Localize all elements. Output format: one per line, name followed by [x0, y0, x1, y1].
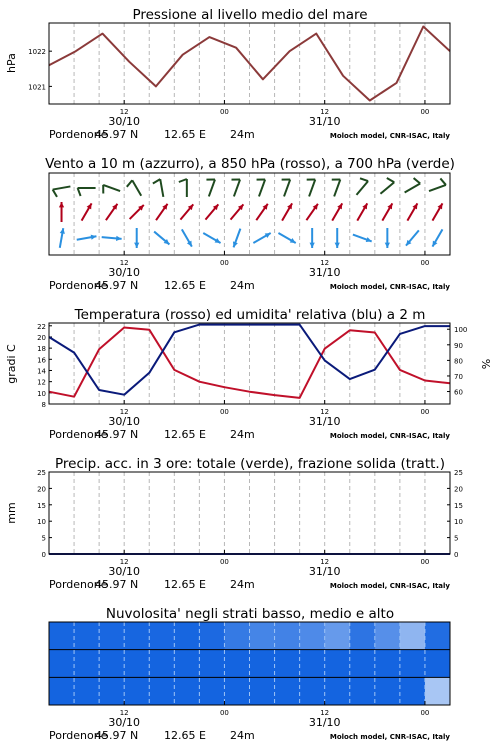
x-date-label: 30/10: [108, 266, 141, 279]
y-tick-label: 20: [37, 333, 46, 342]
barb-staff: [405, 184, 421, 193]
cloud-cell: [224, 622, 250, 650]
arrow-head: [335, 243, 340, 248]
wind-arrow-10m: [385, 228, 390, 248]
location-name: Pordenone: [49, 578, 108, 591]
wind-arrow-10m: [182, 229, 192, 246]
panel-title: Temperatura (rosso) ed umidita' relativa (blu) a 2 m: [74, 307, 426, 323]
y-axis-label: hPa: [5, 53, 18, 73]
y-tick-label-right: 10: [454, 518, 463, 527]
arrow-head: [59, 202, 64, 207]
arrow-head: [310, 243, 315, 248]
wind-barb-700: [206, 180, 215, 197]
location-name: Pordenone: [49, 128, 108, 141]
panel-title: Vento a 10 m (azzurro), a 850 hPa (rosso), a 700 hPa (verde): [45, 156, 455, 172]
x-date-label: 30/10: [108, 415, 141, 428]
location-lat: 45.97 N: [95, 128, 139, 141]
cloud-cell: [99, 650, 125, 678]
barb-flag: [153, 179, 160, 183]
location-elev: 24m: [230, 428, 255, 441]
wind-barb-700: [257, 180, 266, 197]
cloud-cell: [199, 650, 225, 678]
model-credit: Moloch model, CNR-ISAC, Italy: [329, 733, 450, 741]
y-tick-label-right: 100: [454, 326, 468, 335]
barb-flag: [78, 188, 81, 196]
y-tick-label: 8: [41, 401, 46, 409]
wind-barb-700: [380, 178, 394, 194]
barb-flag: [179, 179, 187, 182]
wind-arrow-850: [59, 202, 64, 222]
cloud-cell: [124, 622, 150, 650]
location-lat: 45.97 N: [95, 428, 139, 441]
barb-staff: [356, 181, 368, 195]
wind-arrow-850: [156, 204, 167, 220]
y-tick-label: 18: [37, 345, 46, 354]
y-tick-label: 1021: [28, 83, 46, 92]
x-date-label: 31/10: [308, 716, 341, 729]
y-tick-label: 20: [37, 485, 46, 494]
precipitation-plot-frame: [49, 472, 450, 554]
wind-barb-700: [232, 180, 241, 197]
cloud-cell: [49, 650, 75, 678]
wind-arrow-10m: [432, 229, 442, 246]
x-tick-label: 00: [219, 408, 229, 416]
y-tick-label-right: 15: [454, 501, 463, 510]
y-tick-label: 10: [37, 518, 46, 527]
barb-staff: [284, 180, 290, 197]
y-tick-label-right: 0: [454, 551, 459, 559]
location-elev: 24m: [230, 128, 255, 141]
location-name: Pordenone: [49, 428, 108, 441]
arrow-head: [385, 243, 390, 248]
wind-arrow-10m: [233, 229, 240, 248]
barb-flag: [360, 178, 368, 181]
wind-arrow-10m: [406, 230, 419, 245]
y-tick-label-right: 70: [454, 372, 463, 381]
cloud-cell: [400, 650, 426, 678]
cloud-cell: [224, 650, 250, 678]
x-tick-label: 12: [320, 709, 330, 717]
wind-arrow-10m: [353, 235, 372, 242]
cloud-cell: [350, 677, 376, 705]
barb-flag: [440, 178, 446, 184]
barb-flag: [387, 178, 394, 182]
wind-arrow-10m: [278, 233, 295, 243]
wind-arrow-10m: [134, 228, 139, 248]
wind-barb-700: [78, 188, 96, 196]
x-tick-label: 12: [320, 558, 330, 566]
wind-barb-700: [356, 178, 368, 195]
x-tick-label: 00: [420, 408, 430, 416]
y-tick-label: 5: [41, 534, 46, 543]
cloud-cell: [425, 622, 451, 650]
y-tick-label: 10: [37, 389, 46, 398]
cloud-cell: [350, 650, 376, 678]
wind-arrow-850: [256, 204, 267, 220]
location-elev: 24m: [230, 578, 255, 591]
model-credit: Moloch model, CNR-ISAC, Italy: [329, 432, 450, 440]
cloud-cell: [149, 677, 175, 705]
cloud-cell: [275, 622, 301, 650]
cloud-cell: [375, 677, 401, 705]
location-elev: 24m: [230, 729, 255, 742]
cloud-cell: [300, 650, 326, 678]
y-tick-label: 12: [37, 378, 46, 387]
barb-staff: [309, 180, 315, 197]
wind-barb-700: [429, 178, 446, 191]
cloud-cell: [400, 622, 426, 650]
cloud-cell: [300, 622, 326, 650]
x-date-label: 30/10: [108, 716, 141, 729]
arrow-head: [233, 241, 238, 247]
wind-arrow-850: [357, 203, 367, 220]
cloud-cell: [300, 677, 326, 705]
x-tick-label: 00: [219, 709, 229, 717]
wind-arrow-10m: [335, 228, 340, 248]
panel-title: Precip. acc. in 3 ore: totale (verde), frazione solida (tratt.): [55, 456, 445, 472]
wind-arrow-850: [106, 204, 117, 220]
panel-title: Nuvolosita' negli strati basso, medio e alto: [105, 606, 395, 622]
x-tick-label: 12: [119, 558, 129, 566]
y-axis-label: gradi C: [5, 344, 18, 384]
location-lon: 12.65 E: [164, 729, 206, 742]
x-tick-label: 12: [119, 259, 129, 267]
y-tick-label: 25: [37, 469, 46, 477]
cloud-cell: [74, 677, 100, 705]
wind-arrow-10m: [253, 233, 270, 243]
cloud-cell: [275, 677, 301, 705]
barb-flag: [53, 190, 57, 197]
y-tick-label: 22: [37, 322, 46, 331]
wind-arrow-850: [282, 203, 292, 220]
x-tick-label: 12: [119, 108, 129, 116]
x-tick-label: 12: [320, 108, 330, 116]
cloud-cell: [149, 622, 175, 650]
cloud-cell: [425, 650, 451, 678]
wind-arrow-10m: [60, 228, 65, 248]
x-date-label: 30/10: [108, 115, 141, 128]
y-tick-label-right: 60: [454, 388, 463, 397]
location-name: Pordenone: [49, 279, 108, 292]
wind-barb-700: [179, 179, 187, 197]
x-tick-label: 12: [320, 259, 330, 267]
wind-arrow-850: [180, 204, 193, 219]
wind-arrow-850: [231, 204, 244, 219]
location-lon: 12.65 E: [164, 578, 206, 591]
model-credit: Moloch model, CNR-ISAC, Italy: [329, 582, 450, 590]
cloud-cell: [375, 650, 401, 678]
x-tick-label: 00: [420, 709, 430, 717]
y-tick-label: 1022: [28, 48, 46, 57]
x-tick-label: 12: [119, 408, 129, 416]
panel-title: Pressione al livello medio del mare: [132, 7, 368, 23]
model-credit: Moloch model, CNR-ISAC, Italy: [329, 283, 450, 291]
cloud-cell: [375, 622, 401, 650]
model-credit: Moloch model, CNR-ISAC, Italy: [329, 132, 450, 140]
cloud-cell: [400, 677, 426, 705]
wind-arrow-10m: [203, 233, 220, 243]
location-name: Pordenone: [49, 729, 108, 742]
cloud-cell: [325, 677, 351, 705]
barb-flag: [414, 178, 421, 183]
cloud-cell: [224, 677, 250, 705]
y-axis-label: mm: [5, 502, 18, 524]
barb-staff: [334, 180, 340, 197]
cloud-cell: [250, 622, 276, 650]
y-tick-label: 0: [41, 551, 46, 559]
cloud-cell: [174, 622, 200, 650]
y-tick-label-right: 90: [454, 341, 463, 350]
cloud-cell: [174, 677, 200, 705]
x-tick-label: 00: [219, 259, 229, 267]
y-tick-label-right: 5: [454, 534, 459, 543]
x-tick-label: 00: [219, 108, 229, 116]
cloud-cell: [199, 677, 225, 705]
y-tick-label: 16: [37, 356, 46, 365]
wind-barb-700: [307, 180, 316, 197]
barb-staff: [53, 186, 71, 189]
location-lon: 12.65 E: [164, 428, 206, 441]
barb-staff: [209, 180, 215, 197]
wind-arrow-850: [407, 203, 417, 220]
y-tick-label-right: 80: [454, 357, 463, 366]
y-axis-label-right: %: [480, 358, 493, 370]
arrow-head: [366, 237, 372, 242]
wind-arrow-10m: [310, 228, 315, 248]
cloud-cell: [74, 622, 100, 650]
barb-flag: [127, 180, 132, 187]
location-lon: 12.65 E: [164, 279, 206, 292]
cloud-cell: [325, 650, 351, 678]
cloud-cell: [350, 622, 376, 650]
wind-barb-700: [127, 180, 141, 196]
cloud-cell: [174, 650, 200, 678]
wind-barb-700: [53, 186, 71, 196]
wind-arrow-850: [130, 205, 144, 219]
cloud-cell: [199, 622, 225, 650]
wind-barb-700: [405, 178, 421, 192]
location-lon: 12.65 E: [164, 128, 206, 141]
x-tick-label: 00: [420, 259, 430, 267]
wind-arrow-850: [432, 203, 442, 220]
arrow-head: [116, 236, 122, 241]
y-tick-label-right: 25: [454, 469, 463, 477]
wind-barb-700: [153, 179, 163, 197]
wind-barb-700: [282, 180, 291, 197]
wind-arrow-850: [382, 203, 392, 220]
x-tick-label: 12: [320, 408, 330, 416]
location-lat: 45.97 N: [95, 578, 139, 591]
x-date-label: 31/10: [308, 266, 341, 279]
wind-arrow-850: [332, 203, 342, 220]
x-date-label: 31/10: [308, 115, 341, 128]
wind-barb-700: [332, 180, 341, 197]
wind-arrow-10m: [77, 235, 97, 240]
barb-staff: [380, 182, 394, 194]
barb-staff: [160, 179, 163, 197]
cloud-cell: [99, 677, 125, 705]
cloud-cell: [124, 650, 150, 678]
arrow-head: [134, 243, 139, 248]
y-tick-label: 15: [37, 501, 46, 510]
x-date-label: 31/10: [308, 565, 341, 578]
x-date-label: 31/10: [308, 415, 341, 428]
location-lat: 45.97 N: [95, 279, 139, 292]
wind-arrow-10m: [102, 236, 122, 241]
barb-staff: [234, 180, 240, 197]
cloud-cell: [49, 677, 75, 705]
location-lat: 45.97 N: [95, 729, 139, 742]
cloud-cell: [149, 650, 175, 678]
x-tick-label: 12: [119, 709, 129, 717]
barb-staff: [132, 180, 141, 196]
cloud-cell: [74, 650, 100, 678]
wind-arrow-10m: [154, 232, 169, 245]
cloud-cell: [99, 622, 125, 650]
wind-barb-700: [103, 185, 120, 194]
location-elev: 24m: [230, 279, 255, 292]
x-date-label: 30/10: [108, 565, 141, 578]
cloud-cell: [250, 650, 276, 678]
barb-staff: [259, 180, 265, 197]
cloud-cell: [425, 677, 451, 705]
wind-arrow-850: [306, 204, 317, 220]
x-tick-label: 00: [420, 108, 430, 116]
cloud-cell: [250, 677, 276, 705]
x-tick-label: 00: [219, 558, 229, 566]
barb-staff: [429, 185, 446, 191]
cloud-cell: [49, 622, 75, 650]
cloud-cell: [124, 677, 150, 705]
y-tick-label-right: 20: [454, 485, 463, 494]
wind-arrow-850: [82, 203, 92, 220]
x-tick-label: 00: [420, 558, 430, 566]
wind-arrow-850: [205, 204, 218, 219]
y-tick-label: 14: [37, 367, 46, 376]
cloud-cell: [275, 650, 301, 678]
cloud-cell: [325, 622, 351, 650]
barb-staff: [103, 185, 120, 191]
